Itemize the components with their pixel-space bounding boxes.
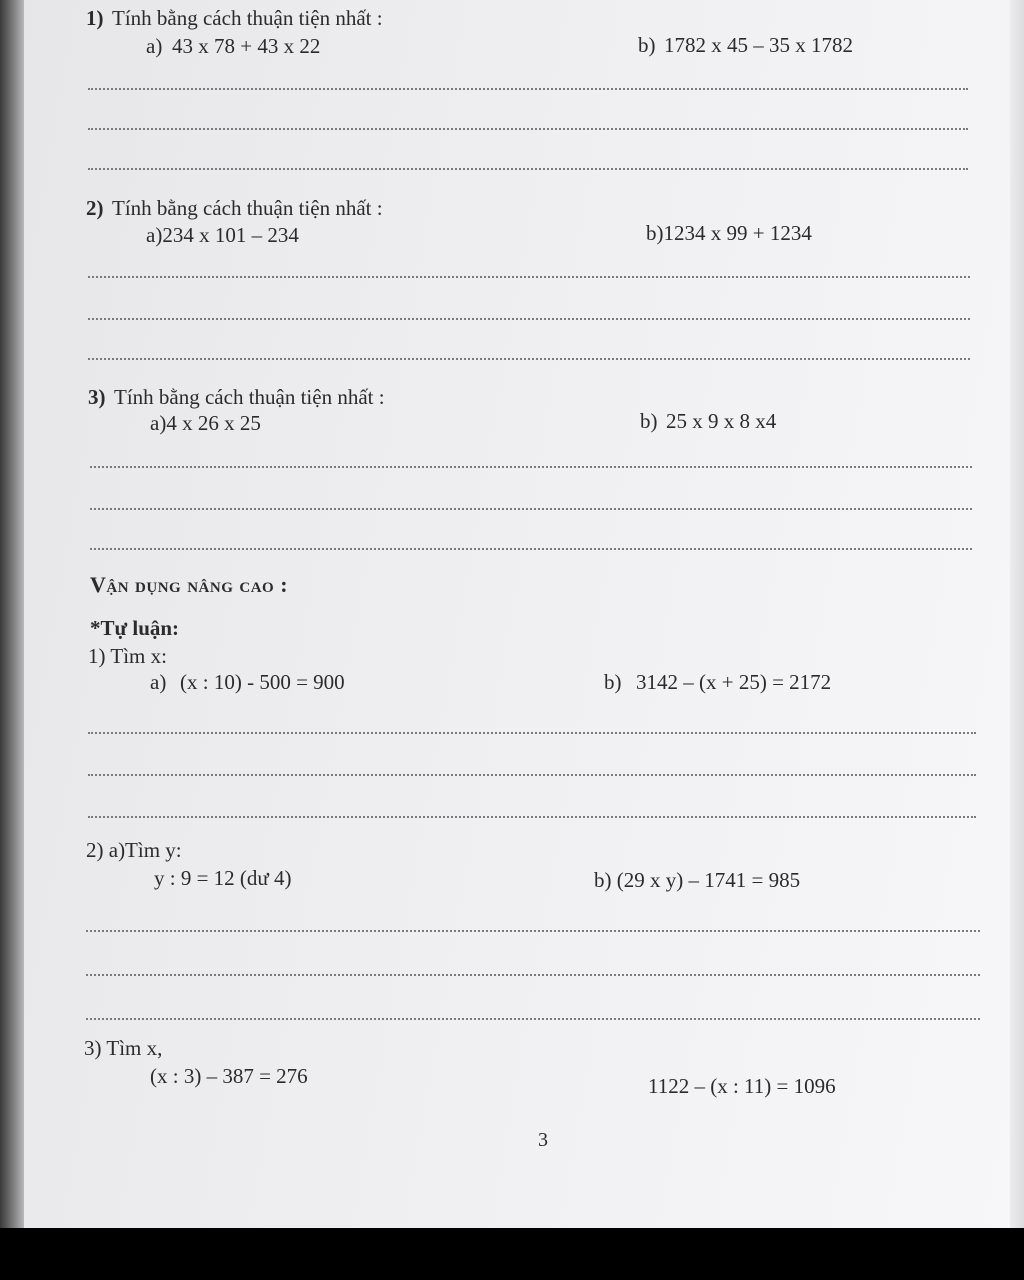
bottom-black-bar	[0, 1228, 1024, 1280]
answer-line	[90, 466, 972, 468]
answer-line	[88, 816, 976, 818]
section2-title: Tính bằng cách thuận tiện nhất :	[112, 196, 383, 220]
q1-b-label: b)	[604, 670, 622, 694]
answer-line	[88, 318, 970, 320]
answer-line	[88, 276, 970, 278]
section2-b-expression: b)1234 x 99 + 1234	[646, 221, 812, 245]
advanced-heading: Vận dụng nâng cao :	[90, 572, 289, 597]
page-left-shadow	[0, 0, 24, 1228]
answer-line	[88, 358, 970, 360]
section1-b-expression: 1782 x 45 – 35 x 1782	[664, 33, 853, 57]
q1-title: 1) Tìm x:	[88, 644, 167, 668]
q1-b-expression: 3142 – (x + 25) = 2172	[636, 670, 832, 694]
q2-b-expression: b) (29 x y) – 1741 = 985	[594, 868, 801, 892]
q3-b-expression: 1122 – (x : 11) = 1096	[648, 1074, 836, 1098]
q1-a-expression: (x : 10) - 500 = 900	[180, 670, 345, 694]
answer-line	[90, 508, 972, 510]
section1-a-expression: 43 x 78 + 43 x 22	[172, 34, 321, 58]
answer-line	[86, 930, 980, 932]
section1-b-label: b)	[638, 33, 656, 57]
q2-a-expression: y : 9 = 12 (dư 4)	[154, 866, 292, 890]
answer-line	[88, 128, 968, 130]
section3-b-expression: 25 x 9 x 8 x4	[666, 409, 777, 433]
q3-a-expression: (x : 3) – 387 = 276	[150, 1064, 308, 1088]
q2-title: 2) a)Tìm y:	[86, 838, 182, 862]
section1-a-label: a)	[146, 34, 163, 58]
advanced-subheading: *Tự luận:	[90, 616, 180, 640]
answer-line	[86, 974, 980, 976]
section2-number: 2)	[86, 196, 104, 220]
answer-line	[90, 548, 972, 550]
section3-number: 3)	[88, 385, 106, 409]
q3-title: 3) Tìm x,	[84, 1036, 163, 1060]
section2-a-expression: a)234 x 101 – 234	[146, 223, 299, 247]
page-right-edge	[1010, 0, 1024, 1228]
section1-number: 1)	[86, 6, 104, 30]
q1-a-label: a)	[150, 670, 167, 694]
answer-line	[88, 732, 976, 734]
answer-line	[88, 774, 976, 776]
answer-line	[88, 168, 968, 170]
page-number: 3	[538, 1129, 548, 1151]
section3-title: Tính bằng cách thuận tiện nhất :	[114, 385, 385, 409]
section1-title: Tính bằng cách thuận tiện nhất :	[112, 6, 383, 30]
answer-line	[86, 1018, 980, 1020]
answer-line	[88, 88, 968, 90]
section3-a-expression: a)4 x 26 x 25	[150, 411, 261, 435]
section3-b-label: b)	[640, 409, 658, 433]
